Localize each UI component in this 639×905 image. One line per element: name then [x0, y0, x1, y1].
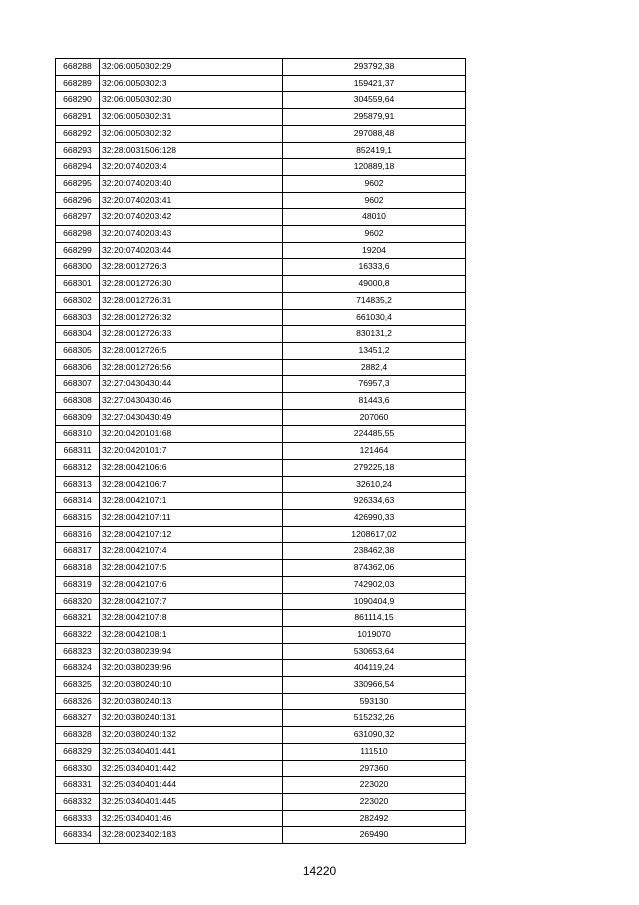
- value-cell: 223020: [283, 777, 466, 794]
- value-cell: 426990,33: [283, 509, 466, 526]
- row-id-cell: 668322: [56, 626, 100, 643]
- table-row: [56, 92, 466, 109]
- row-id-cell: 668296: [56, 192, 100, 209]
- value-cell: 1019070: [283, 626, 466, 643]
- cadastral-number-cell: 32:28:0042106:6: [100, 459, 283, 476]
- value-cell: 742902,03: [283, 576, 466, 593]
- row-id-cell: 668293: [56, 142, 100, 159]
- value-cell: 9602: [283, 192, 466, 209]
- cadastral-number-cell: 32:28:0031506:128: [100, 142, 283, 159]
- cadastral-number-cell: 32:28:0012726:5: [100, 342, 283, 359]
- row-id-cell: 668317: [56, 543, 100, 560]
- table-row: [56, 610, 466, 627]
- cadastral-number-cell: 32:28:0012726:33: [100, 326, 283, 343]
- cadastral-number-cell: 32:20:0420101:68: [100, 426, 283, 443]
- value-cell: 1090404,9: [283, 593, 466, 610]
- value-cell: 111510: [283, 743, 466, 760]
- table-row: [56, 376, 466, 393]
- table-row: [56, 810, 466, 827]
- row-id-cell: 668311: [56, 443, 100, 460]
- table-row: [56, 175, 466, 192]
- value-cell: 295879,91: [283, 109, 466, 126]
- value-cell: 714835,2: [283, 292, 466, 309]
- table-row: [56, 109, 466, 126]
- cadastral-value-table: [55, 58, 466, 844]
- value-cell: 19204: [283, 242, 466, 259]
- row-id-cell: 668334: [56, 827, 100, 844]
- value-cell: 515232,26: [283, 710, 466, 727]
- table-row: [56, 476, 466, 493]
- value-cell: 9602: [283, 175, 466, 192]
- value-cell: 282492: [283, 810, 466, 827]
- table-row: [56, 292, 466, 309]
- table-row: [56, 459, 466, 476]
- value-cell: 223020: [283, 793, 466, 810]
- value-cell: 830131,2: [283, 326, 466, 343]
- value-cell: 224485,55: [283, 426, 466, 443]
- cadastral-number-cell: 32:25:0340401:444: [100, 777, 283, 794]
- cadastral-number-cell: 32:28:0042106:7: [100, 476, 283, 493]
- row-id-cell: 668314: [56, 493, 100, 510]
- cadastral-number-cell: 32:28:0012726:3: [100, 259, 283, 276]
- value-cell: 297088,48: [283, 125, 466, 142]
- cadastral-number-cell: 32:20:0740203:4: [100, 159, 283, 176]
- row-id-cell: 668297: [56, 209, 100, 226]
- cadastral-number-cell: 32:28:0042107:6: [100, 576, 283, 593]
- table-row: [56, 693, 466, 710]
- value-cell: 9602: [283, 226, 466, 243]
- table-row: [56, 142, 466, 159]
- row-id-cell: 668329: [56, 743, 100, 760]
- value-cell: 32610,24: [283, 476, 466, 493]
- cadastral-number-cell: 32:20:0740203:40: [100, 175, 283, 192]
- table-row: [56, 409, 466, 426]
- cadastral-number-cell: 32:27:0430430:44: [100, 376, 283, 393]
- table-row: [56, 576, 466, 593]
- row-id-cell: 668330: [56, 760, 100, 777]
- table-row: [56, 209, 466, 226]
- row-id-cell: 668305: [56, 342, 100, 359]
- row-id-cell: 668309: [56, 409, 100, 426]
- row-id-cell: 668327: [56, 710, 100, 727]
- row-id-cell: 668288: [56, 59, 100, 76]
- cadastral-number-cell: 32:28:0042107:11: [100, 509, 283, 526]
- row-id-cell: 668308: [56, 393, 100, 410]
- cadastral-number-cell: 32:28:0042107:4: [100, 543, 283, 560]
- value-cell: 159421,37: [283, 75, 466, 92]
- table-row: [56, 593, 466, 610]
- row-id-cell: 668316: [56, 526, 100, 543]
- table-row: [56, 59, 466, 76]
- table-row: [56, 560, 466, 577]
- row-id-cell: 668320: [56, 593, 100, 610]
- table-row: [56, 426, 466, 443]
- row-id-cell: 668299: [56, 242, 100, 259]
- cadastral-number-cell: 32:28:0042107:8: [100, 610, 283, 627]
- row-id-cell: 668300: [56, 259, 100, 276]
- value-cell: 121464: [283, 443, 466, 460]
- value-cell: 661030,4: [283, 309, 466, 326]
- cadastral-number-cell: 32:06:0050302:29: [100, 59, 283, 76]
- value-cell: 404119,24: [283, 660, 466, 677]
- table-row: [56, 543, 466, 560]
- table-row: [56, 743, 466, 760]
- table-row: [56, 643, 466, 660]
- table-row: [56, 760, 466, 777]
- table-row: [56, 242, 466, 259]
- value-cell: 852419,1: [283, 142, 466, 159]
- value-cell: 76957,3: [283, 376, 466, 393]
- table-row: [56, 827, 466, 844]
- cadastral-number-cell: 32:06:0050302:31: [100, 109, 283, 126]
- table-row: [56, 226, 466, 243]
- cadastral-number-cell: 32:25:0340401:46: [100, 810, 283, 827]
- cadastral-number-cell: 32:25:0340401:445: [100, 793, 283, 810]
- cadastral-number-cell: 32:25:0340401:442: [100, 760, 283, 777]
- row-id-cell: 668333: [56, 810, 100, 827]
- row-id-cell: 668306: [56, 359, 100, 376]
- cadastral-number-cell: 32:06:0050302:32: [100, 125, 283, 142]
- table-row: [56, 359, 466, 376]
- table-row: [56, 159, 466, 176]
- row-id-cell: 668321: [56, 610, 100, 627]
- value-cell: 593130: [283, 693, 466, 710]
- table-row: [56, 710, 466, 727]
- value-cell: 530653,64: [283, 643, 466, 660]
- row-id-cell: 668332: [56, 793, 100, 810]
- table-row: [56, 626, 466, 643]
- page-number: 14220: [302, 864, 337, 878]
- value-cell: 269490: [283, 827, 466, 844]
- row-id-cell: 668292: [56, 125, 100, 142]
- table-row: [56, 727, 466, 744]
- row-id-cell: 668315: [56, 509, 100, 526]
- row-id-cell: 668331: [56, 777, 100, 794]
- row-id-cell: 668324: [56, 660, 100, 677]
- cadastral-number-cell: 32:27:0430430:49: [100, 409, 283, 426]
- row-id-cell: 668318: [56, 560, 100, 577]
- cadastral-number-cell: 32:28:0042107:5: [100, 560, 283, 577]
- table-row: [56, 75, 466, 92]
- value-cell: 304559,64: [283, 92, 466, 109]
- value-cell: 16333,6: [283, 259, 466, 276]
- table-row: [56, 393, 466, 410]
- row-id-cell: 668294: [56, 159, 100, 176]
- row-id-cell: 668302: [56, 292, 100, 309]
- value-cell: 1208617,02: [283, 526, 466, 543]
- cadastral-number-cell: 32:20:0740203:44: [100, 242, 283, 259]
- cadastral-number-cell: 32:20:0380239:96: [100, 660, 283, 677]
- row-id-cell: 668307: [56, 376, 100, 393]
- value-cell: 120889,18: [283, 159, 466, 176]
- cadastral-number-cell: 32:20:0380240:132: [100, 727, 283, 744]
- row-id-cell: 668323: [56, 643, 100, 660]
- table-row: [56, 660, 466, 677]
- value-cell: 874362,06: [283, 560, 466, 577]
- table-row: [56, 493, 466, 510]
- cadastral-number-cell: 32:28:0023402:183: [100, 827, 283, 844]
- row-id-cell: 668291: [56, 109, 100, 126]
- cadastral-number-cell: 32:28:0012726:32: [100, 309, 283, 326]
- row-id-cell: 668295: [56, 175, 100, 192]
- cadastral-number-cell: 32:28:0012726:31: [100, 292, 283, 309]
- row-id-cell: 668310: [56, 426, 100, 443]
- cadastral-number-cell: 32:28:0042107:7: [100, 593, 283, 610]
- cadastral-number-cell: 32:28:0042108:1: [100, 626, 283, 643]
- value-cell: 2882,4: [283, 359, 466, 376]
- value-cell: 13451,2: [283, 342, 466, 359]
- value-cell: 330966,54: [283, 677, 466, 694]
- table-row: [56, 526, 466, 543]
- row-id-cell: 668303: [56, 309, 100, 326]
- table-row: [56, 509, 466, 526]
- table-row: [56, 276, 466, 293]
- row-id-cell: 668326: [56, 693, 100, 710]
- row-id-cell: 668313: [56, 476, 100, 493]
- cadastral-number-cell: 32:06:0050302:30: [100, 92, 283, 109]
- cadastral-number-cell: 32:20:0420101:7: [100, 443, 283, 460]
- value-cell: 926334,63: [283, 493, 466, 510]
- row-id-cell: 668304: [56, 326, 100, 343]
- row-id-cell: 668290: [56, 92, 100, 109]
- cadastral-number-cell: 32:20:0380240:13: [100, 693, 283, 710]
- row-id-cell: 668319: [56, 576, 100, 593]
- value-cell: 238462,38: [283, 543, 466, 560]
- cadastral-number-cell: 32:06:0050302:3: [100, 75, 283, 92]
- table-row: [56, 793, 466, 810]
- value-cell: 861114,15: [283, 610, 466, 627]
- value-cell: 49000,8: [283, 276, 466, 293]
- table-row: [56, 259, 466, 276]
- value-cell: 631090,32: [283, 727, 466, 744]
- value-cell: 207060: [283, 409, 466, 426]
- value-cell: 48010: [283, 209, 466, 226]
- value-cell: 279225,18: [283, 459, 466, 476]
- table-row: [56, 192, 466, 209]
- table-row: [56, 309, 466, 326]
- cadastral-number-cell: 32:28:0042107:12: [100, 526, 283, 543]
- cadastral-number-cell: 32:20:0740203:42: [100, 209, 283, 226]
- table-row: [56, 326, 466, 343]
- row-id-cell: 668325: [56, 677, 100, 694]
- table-row: [56, 677, 466, 694]
- cadastral-number-cell: 32:28:0012726:30: [100, 276, 283, 293]
- table-body: [56, 59, 466, 844]
- table-row: [56, 777, 466, 794]
- cadastral-number-cell: 32:25:0340401:441: [100, 743, 283, 760]
- cadastral-number-cell: 32:20:0740203:43: [100, 226, 283, 243]
- row-id-cell: 668301: [56, 276, 100, 293]
- table-row: [56, 443, 466, 460]
- cadastral-number-cell: 32:27:0430430:46: [100, 393, 283, 410]
- row-id-cell: 668298: [56, 226, 100, 243]
- cadastral-number-cell: 32:20:0740203:41: [100, 192, 283, 209]
- row-id-cell: 668312: [56, 459, 100, 476]
- row-id-cell: 668328: [56, 727, 100, 744]
- cadastral-number-cell: 32:28:0042107:1: [100, 493, 283, 510]
- value-cell: 81443,6: [283, 393, 466, 410]
- cadastral-number-cell: 32:20:0380240:10: [100, 677, 283, 694]
- cadastral-number-cell: 32:20:0380240:131: [100, 710, 283, 727]
- table-row: [56, 125, 466, 142]
- row-id-cell: 668289: [56, 75, 100, 92]
- table-row: [56, 342, 466, 359]
- value-cell: 297360: [283, 760, 466, 777]
- cadastral-number-cell: 32:28:0012726:56: [100, 359, 283, 376]
- value-cell: 293792,38: [283, 59, 466, 76]
- cadastral-number-cell: 32:20:0380239:94: [100, 643, 283, 660]
